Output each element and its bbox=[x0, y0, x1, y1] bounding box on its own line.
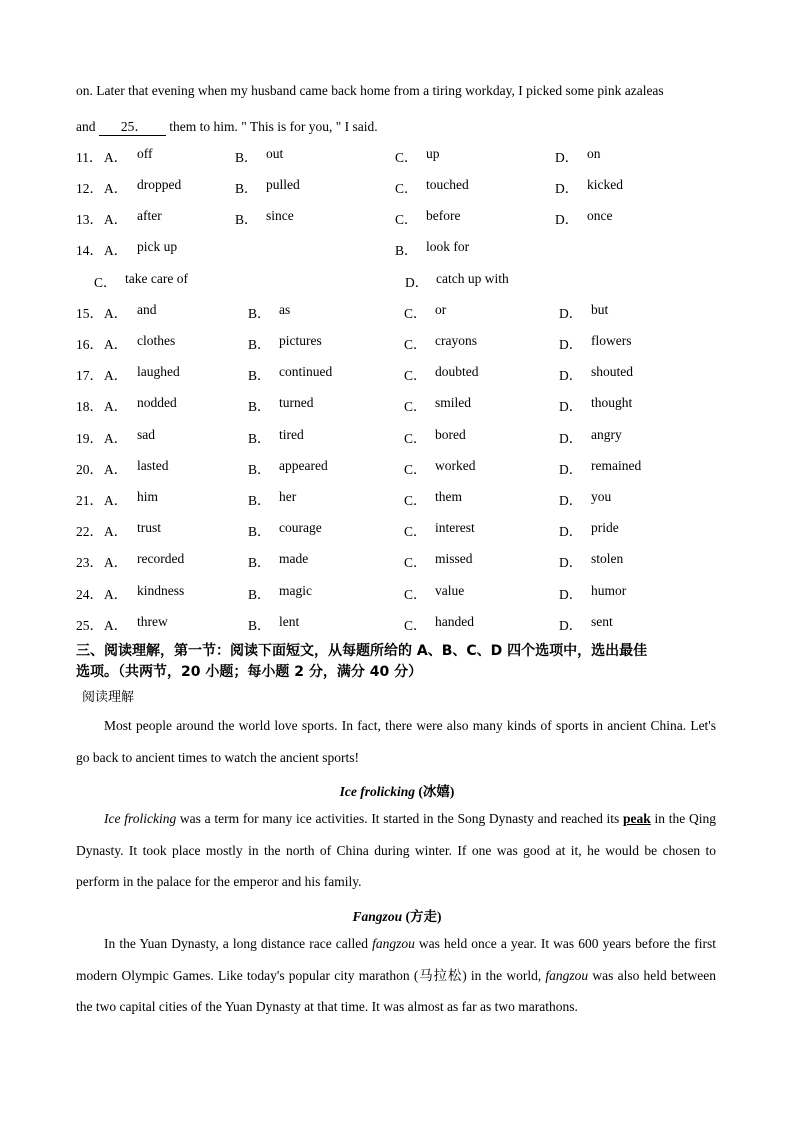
option-d-text: angry bbox=[591, 427, 622, 442]
p1-text-a: was a term for many ice activities. It started in the Song Dynasty and reached its bbox=[176, 811, 624, 826]
option-a-text: him bbox=[137, 489, 159, 504]
option-c-label: C． bbox=[404, 368, 427, 383]
term-fangzou: fangzou bbox=[372, 936, 415, 951]
option-a-label: A． bbox=[104, 181, 128, 196]
option-b-text: pictures bbox=[279, 333, 322, 348]
option-c-text: bored bbox=[435, 427, 466, 442]
passage-intro: Most people around the world love sports. In fact, there were also many kinds of sports in ancient China. Let's go back to ancient times to watch the ancient sports! bbox=[76, 718, 716, 765]
option-a-text: recorded bbox=[137, 551, 185, 566]
question-row bbox=[76, 208, 736, 228]
option-b-text: magic bbox=[279, 583, 312, 598]
option-c-label: C． bbox=[404, 337, 427, 352]
p2-text-b: was held once a year. It was 600 years before the first modern Olympic Games. Like today's popular city marathon (马拉松) in the world, bbox=[76, 936, 716, 983]
option-c-label: C． bbox=[404, 431, 427, 446]
option-d-label: D． bbox=[559, 306, 583, 321]
option-c-label: C． bbox=[395, 181, 418, 196]
option-d-text: pride bbox=[591, 520, 619, 535]
question-14-row-2 bbox=[76, 271, 736, 291]
title-en: Fangzou bbox=[352, 909, 403, 924]
option-d-label: D． bbox=[559, 555, 583, 570]
question-number: 21． bbox=[76, 493, 103, 508]
option-c-label: C． bbox=[404, 399, 427, 414]
option-a-text: sad bbox=[137, 427, 155, 442]
question-number: 19． bbox=[76, 431, 103, 446]
option-a-text: trust bbox=[137, 520, 162, 535]
question-number: 13． bbox=[76, 212, 103, 227]
option-b-label: B． bbox=[248, 524, 271, 539]
option-a-label: A． bbox=[104, 150, 128, 165]
question-row bbox=[76, 395, 736, 415]
option-b-text: lent bbox=[279, 614, 300, 629]
option-b-text: courage bbox=[279, 520, 322, 535]
option-a-text: lasted bbox=[137, 458, 169, 473]
option-a-label: A． bbox=[104, 399, 128, 414]
section-3-heading-line-2: 选项。（共两节，20 小题；每小题 2 分，满分 40 分） bbox=[76, 664, 423, 680]
option-d-label: D． bbox=[559, 618, 583, 633]
question-row bbox=[76, 177, 736, 197]
question-number: 20． bbox=[76, 462, 103, 477]
option-c-label: C． bbox=[395, 212, 418, 227]
option-c-label: C． bbox=[404, 555, 427, 570]
option-c-label: C． bbox=[404, 618, 427, 633]
question-row bbox=[76, 364, 736, 384]
option-a-label: A． bbox=[104, 555, 128, 570]
option-b-text: as bbox=[279, 302, 291, 317]
option-c-label: C． bbox=[404, 493, 427, 508]
option-d-text: kicked bbox=[587, 177, 623, 192]
option-d-label: D． bbox=[555, 150, 579, 165]
option-b-label: B． bbox=[235, 212, 258, 227]
option-b-text: pulled bbox=[266, 177, 300, 192]
option-c-text: missed bbox=[435, 551, 473, 566]
question-row bbox=[76, 614, 736, 634]
option-d-label: D． bbox=[559, 399, 583, 414]
question-number: 16． bbox=[76, 337, 103, 352]
option-c-label: C． bbox=[404, 587, 427, 602]
option-d-label: D． bbox=[559, 337, 583, 352]
option-b-text: appeared bbox=[279, 458, 328, 473]
option-a-text: nodded bbox=[137, 395, 177, 410]
highlighted-word-peak: peak bbox=[623, 811, 651, 826]
passage-paragraph-1 bbox=[76, 803, 716, 898]
option-c-text: interest bbox=[435, 520, 475, 535]
option-c-text: before bbox=[426, 208, 461, 223]
question-number: 11． bbox=[76, 150, 103, 165]
question-number: 18． bbox=[76, 399, 103, 414]
question-number: 15． bbox=[76, 306, 103, 321]
question-row bbox=[76, 489, 736, 509]
question-row bbox=[76, 551, 736, 571]
option-a-text: dropped bbox=[137, 177, 182, 192]
term-ice-frolicking: Ice frolicking bbox=[104, 811, 177, 826]
option-a-label: A． bbox=[104, 493, 128, 508]
question-row bbox=[76, 333, 736, 353]
reading-subheading: 阅读理解 bbox=[82, 690, 135, 705]
option-d-label: D． bbox=[555, 212, 579, 227]
option-a-label: A． bbox=[104, 618, 128, 633]
passage-paragraph-2 bbox=[76, 928, 716, 1023]
p2-text-a: In the Yuan Dynasty, a long distance race called bbox=[104, 936, 373, 951]
option-a-text: pick up bbox=[137, 239, 178, 254]
option-a-label: A． bbox=[104, 431, 128, 446]
question-row bbox=[76, 302, 736, 322]
option-b-text: turned bbox=[279, 395, 314, 410]
option-c-text: smiled bbox=[435, 395, 471, 410]
option-a-text: kindness bbox=[137, 583, 185, 598]
section-3-heading-line-1: 三、阅读理解，第一节：阅读下面短文，从每题所给的 A、B、C、D 四个选项中，选出最佳 bbox=[76, 643, 648, 659]
option-b-label: B． bbox=[248, 587, 271, 602]
question-row bbox=[76, 458, 736, 478]
option-a-text: off bbox=[137, 146, 153, 161]
option-d-text: shouted bbox=[591, 364, 633, 379]
option-c-text: crayons bbox=[435, 333, 477, 348]
option-a-text: laughed bbox=[137, 364, 180, 379]
option-c-text: doubted bbox=[435, 364, 479, 379]
option-d-text: on bbox=[587, 146, 601, 161]
option-d-label: D． bbox=[559, 462, 583, 477]
option-c-label: C． bbox=[404, 462, 427, 477]
option-d-text: remained bbox=[591, 458, 642, 473]
option-a-label: A． bbox=[104, 306, 128, 321]
p1-text-b: in the Qing Dynasty. It took place mostly in the north of China during winter. If one was good at it, he would be chosen to perform in the palace for the emperor and his family. bbox=[76, 811, 716, 889]
question-number: 22． bbox=[76, 524, 103, 539]
title-en: Ice frolicking bbox=[339, 784, 415, 799]
option-b-text: since bbox=[266, 208, 294, 223]
option-b-label: B． bbox=[235, 181, 258, 196]
option-a-label: A． bbox=[104, 243, 128, 258]
option-c-text: value bbox=[435, 583, 465, 598]
question-number: 25． bbox=[76, 618, 103, 633]
option-b-label: B． bbox=[395, 243, 418, 258]
option-c-label: C． bbox=[404, 306, 427, 321]
term-fangzou: fangzou bbox=[545, 967, 589, 983]
option-b-label: B． bbox=[248, 618, 271, 633]
option-a-label: A． bbox=[104, 368, 128, 383]
option-c-text: or bbox=[435, 302, 447, 317]
option-c-text: them bbox=[435, 489, 462, 504]
option-c-text: take care of bbox=[125, 271, 188, 286]
option-b-label: B． bbox=[248, 431, 271, 446]
intro-line-1: on. Later that evening when my husband came back home from a tiring workday, I picked some pink azaleas bbox=[76, 83, 664, 98]
option-c-text: up bbox=[426, 146, 440, 161]
option-c-text: handed bbox=[435, 614, 474, 629]
option-d-label: D． bbox=[405, 275, 429, 290]
option-d-text: thought bbox=[591, 395, 633, 410]
title-cn: (冰嬉) bbox=[415, 784, 455, 799]
option-c-label: C． bbox=[94, 275, 117, 290]
option-a-text: and bbox=[137, 302, 157, 317]
question-number: 12． bbox=[76, 181, 103, 196]
option-d-label: D． bbox=[559, 493, 583, 508]
option-a-label: A． bbox=[104, 212, 128, 227]
option-d-label: D． bbox=[559, 368, 583, 383]
option-d-label: D． bbox=[559, 431, 583, 446]
option-d-text: but bbox=[591, 302, 609, 317]
option-b-text: her bbox=[279, 489, 297, 504]
option-b-label: B． bbox=[248, 399, 271, 414]
option-c-label: C． bbox=[395, 150, 418, 165]
option-d-text: humor bbox=[591, 583, 627, 598]
intro-line-2-end: them to him. " This is for you, " I said. bbox=[169, 119, 378, 134]
option-b-label: B． bbox=[248, 337, 271, 352]
question-14-row-1 bbox=[76, 239, 736, 259]
option-a-label: A． bbox=[104, 337, 128, 352]
option-a-text: after bbox=[137, 208, 162, 223]
option-b-text: out bbox=[266, 146, 284, 161]
intro-and: and bbox=[76, 119, 96, 134]
option-b-text: tired bbox=[279, 427, 304, 442]
option-d-text: sent bbox=[591, 614, 613, 629]
option-b-label: B． bbox=[248, 493, 271, 508]
option-c-text: worked bbox=[435, 458, 476, 473]
question-number: 23． bbox=[76, 555, 103, 570]
question-number: 17． bbox=[76, 368, 103, 383]
option-a-text: threw bbox=[137, 614, 168, 629]
option-c-text: touched bbox=[426, 177, 469, 192]
option-a-label: A． bbox=[104, 524, 128, 539]
passage-title-fangzou bbox=[0, 905, 794, 925]
question-row bbox=[76, 146, 736, 166]
option-a-label: A． bbox=[104, 462, 128, 477]
option-d-label: D． bbox=[559, 587, 583, 602]
title-cn: (方走) bbox=[402, 909, 442, 924]
question-number: 24． bbox=[76, 587, 103, 602]
option-c-label: C． bbox=[404, 524, 427, 539]
option-d-text: catch up with bbox=[436, 271, 509, 286]
option-d-label: D． bbox=[559, 524, 583, 539]
option-b-label: B． bbox=[248, 306, 271, 321]
option-b-text: continued bbox=[279, 364, 333, 379]
option-b-label: B． bbox=[248, 462, 271, 477]
passage-title-ice-frolicking bbox=[0, 780, 794, 800]
option-b-text: look for bbox=[426, 239, 470, 254]
option-b-text: made bbox=[279, 551, 309, 566]
option-d-text: stolen bbox=[591, 551, 624, 566]
option-d-text: once bbox=[587, 208, 613, 223]
option-b-label: B． bbox=[248, 368, 271, 383]
question-row bbox=[76, 427, 736, 447]
question-row bbox=[76, 520, 736, 540]
question-number: 14． bbox=[76, 243, 103, 258]
answer-blank-25: 25． bbox=[99, 115, 166, 136]
option-a-label: A． bbox=[104, 587, 128, 602]
p2-text-c: was also held between the two capital cities of the Yuan Dynasty at that time. It was almost as far as two marathons. bbox=[76, 967, 716, 1014]
option-b-label: B． bbox=[235, 150, 258, 165]
question-row bbox=[76, 583, 736, 603]
option-d-label: D． bbox=[555, 181, 579, 196]
option-b-label: B． bbox=[248, 555, 271, 570]
option-d-text: you bbox=[591, 489, 612, 504]
option-d-text: flowers bbox=[591, 333, 632, 348]
intro-line-2 bbox=[76, 115, 378, 136]
option-a-text: clothes bbox=[137, 333, 176, 348]
